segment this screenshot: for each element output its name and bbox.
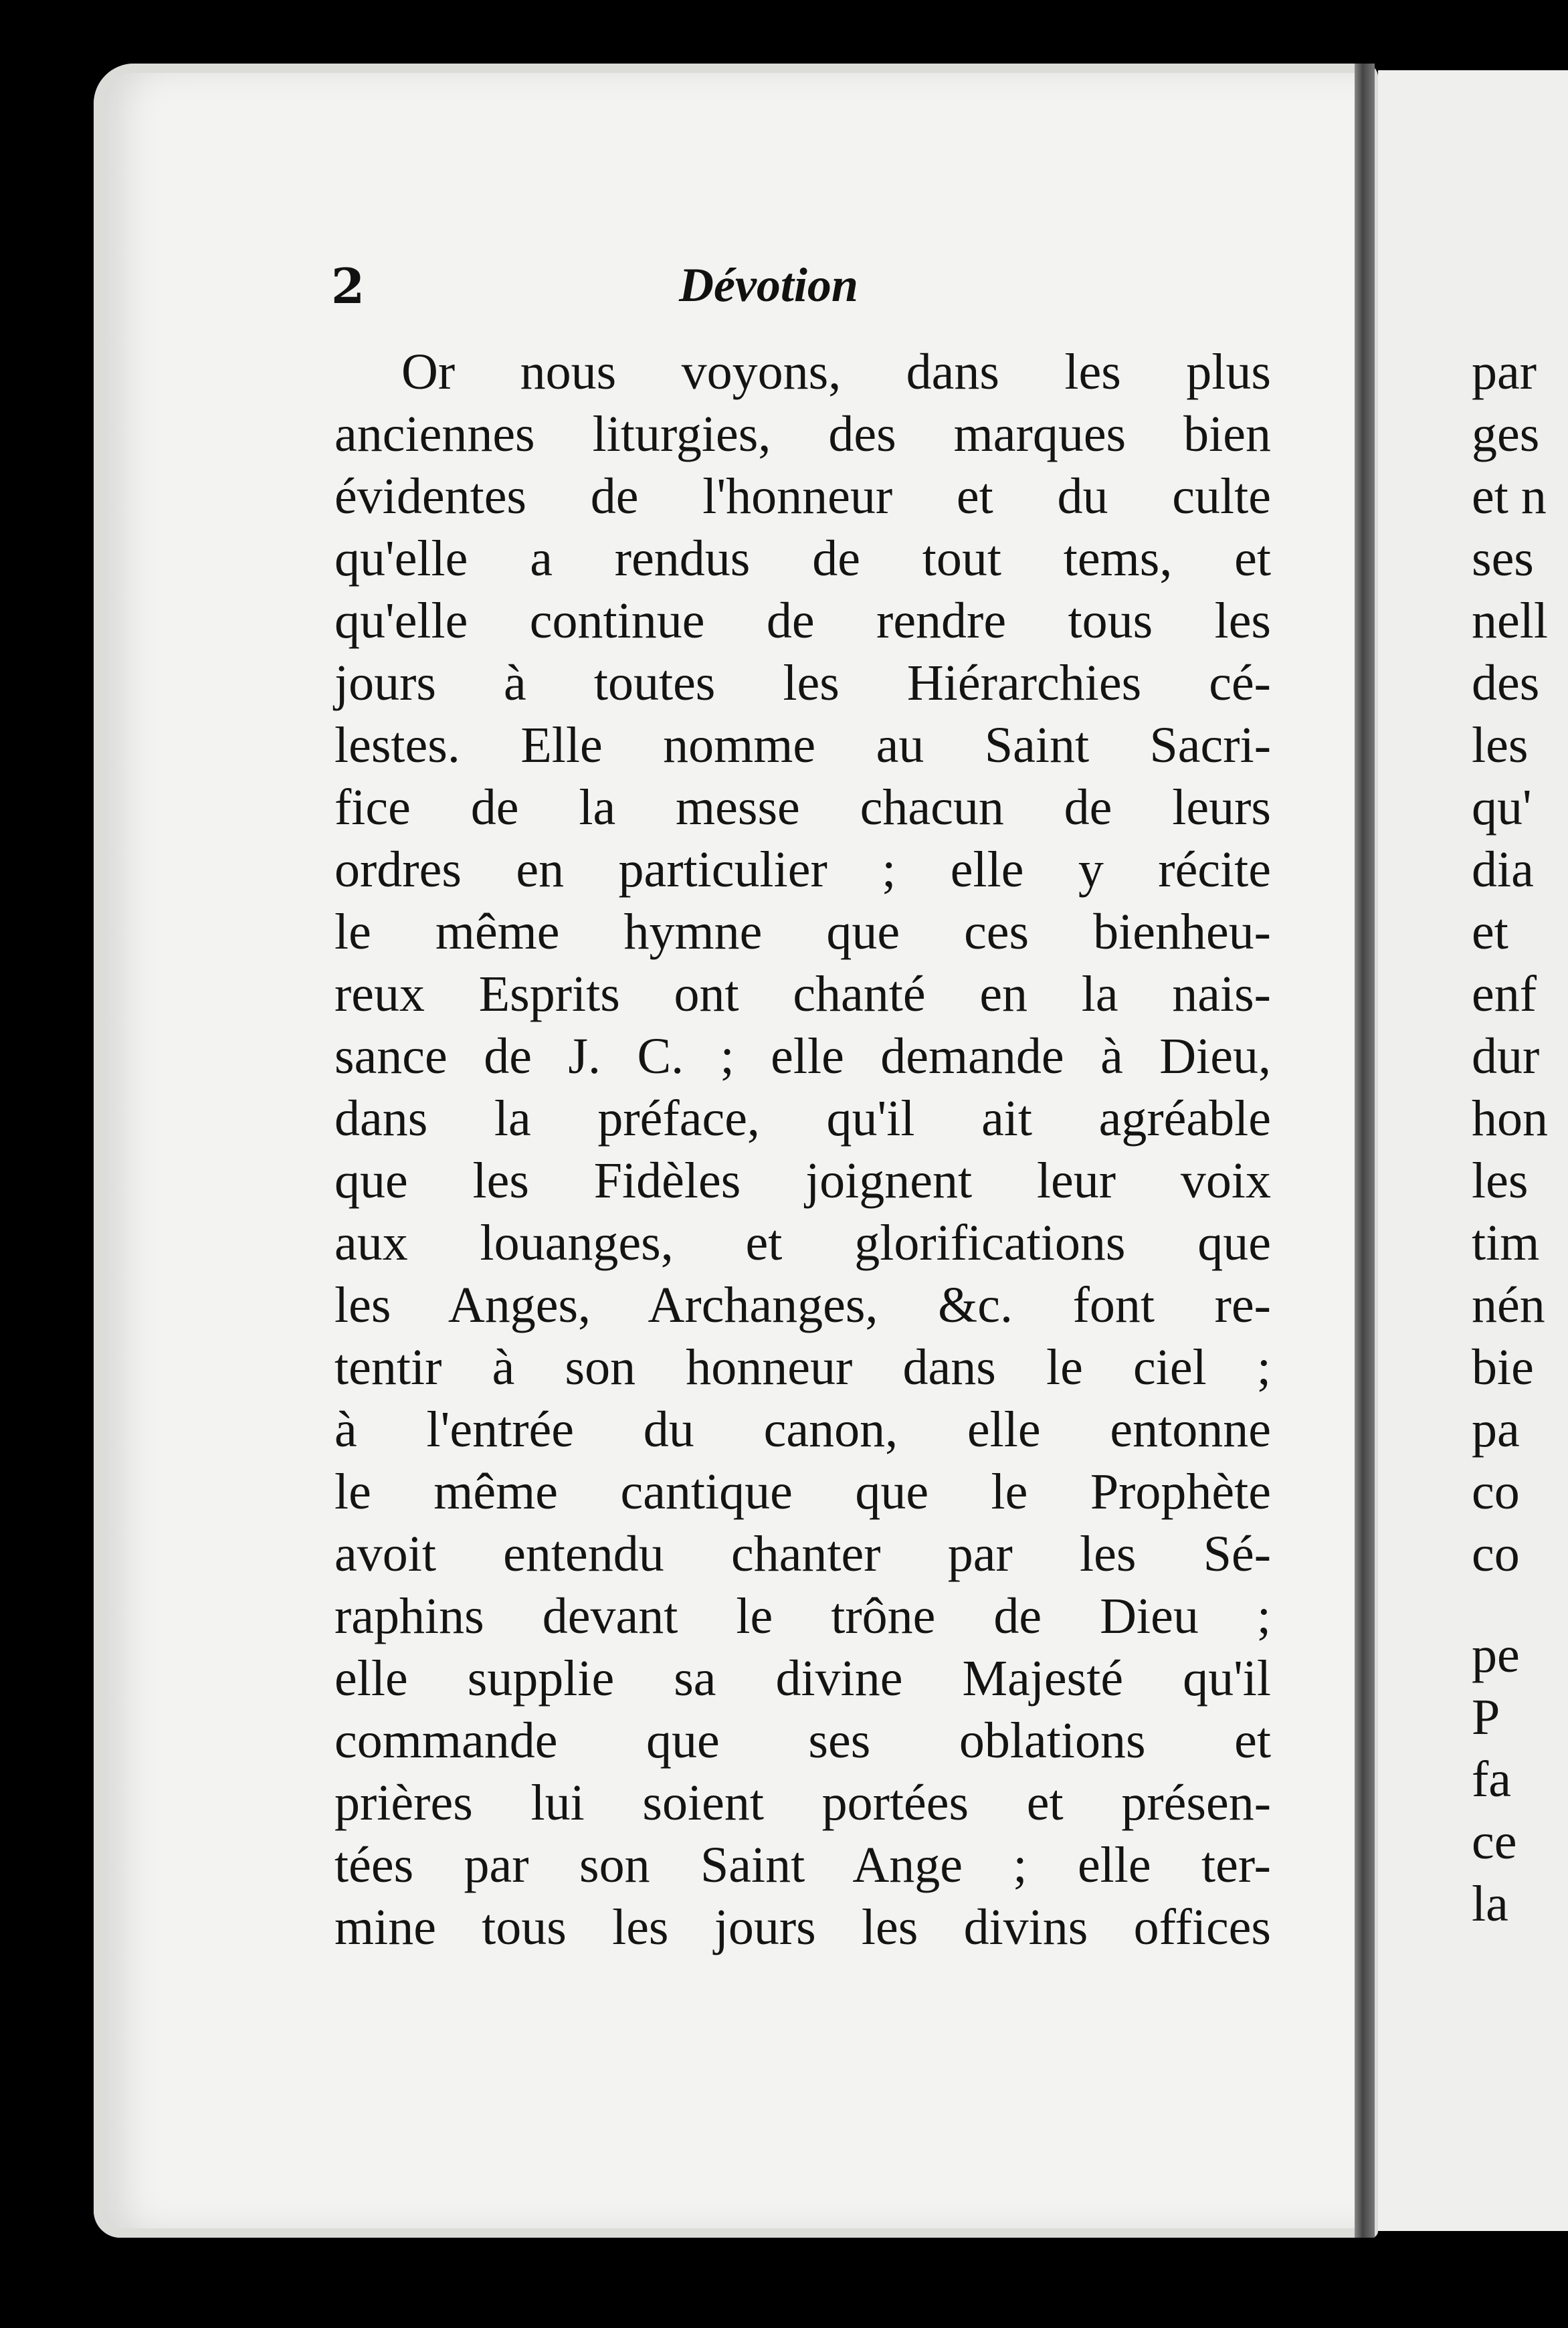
text-line: prières lui soient portées et présen- <box>334 1775 1271 1831</box>
text-line: mine tous les jours les divins offices <box>334 1899 1271 1955</box>
facing-line-fragment: par <box>1472 344 1537 400</box>
paragraph-gap <box>1472 1585 1568 1624</box>
text-line: évidentes de l'honneur et du culte <box>334 468 1271 524</box>
body-text <box>334 341 1271 1959</box>
facing-line-fragment: et <box>1472 904 1508 960</box>
facing-line-fragment: dia <box>1472 842 1534 898</box>
text-line: lestes. Elle nomme au Saint Sacri- <box>334 717 1271 773</box>
facing-line-fragment: dur <box>1472 1028 1540 1084</box>
facing-line-fragment: et n <box>1472 468 1547 524</box>
facing-line-fragment: bie <box>1472 1339 1534 1395</box>
facing-line-fragment: enf <box>1472 966 1537 1022</box>
text-line: dans la préface, qu'il ait agréable <box>334 1090 1271 1147</box>
facing-line-fragment: nén <box>1472 1277 1545 1333</box>
facing-line-fragment: tim <box>1472 1215 1540 1271</box>
facing-line-fragment: les <box>1472 717 1529 773</box>
text-line: sance de J. C. ; elle demande à Dieu, <box>334 1028 1271 1084</box>
text-line: reux Esprits ont chanté en la nais- <box>334 966 1271 1022</box>
text-line: commande que ses oblations et <box>334 1713 1271 1769</box>
text-line: raphins devant le trône de Dieu ; <box>334 1588 1271 1644</box>
facing-line-fragment: les <box>1472 1153 1529 1209</box>
facing-line-fragment: pa <box>1472 1401 1520 1458</box>
text-line: le même cantique que le Prophète <box>334 1464 1271 1520</box>
text-line: avoit entendu chanter par les Sé- <box>334 1526 1271 1582</box>
text-line: que les Fidèles joignent leur voix <box>334 1153 1271 1209</box>
facing-page-text <box>1472 341 1568 1935</box>
text-line: les Anges, Archanges, &c. font re- <box>334 1277 1271 1333</box>
text-line: qu'elle continue de rendre tous les <box>334 593 1271 649</box>
facing-line-fragment: des <box>1472 655 1540 711</box>
facing-line-fragment: hon <box>1472 1090 1548 1147</box>
facing-line-fragment: P <box>1472 1689 1500 1745</box>
facing-line-fragment: co <box>1472 1526 1520 1582</box>
page-number: 2 <box>331 258 365 314</box>
facing-line-fragment: ce <box>1472 1814 1517 1870</box>
facing-line-fragment: co <box>1472 1464 1520 1520</box>
facing-line-fragment: ges <box>1472 406 1540 462</box>
facing-line-fragment: fa <box>1472 1751 1512 1808</box>
text-line: le même hymne que ces bienheu- <box>334 904 1271 960</box>
text-line: Or nous voyons, dans les plus <box>401 344 1271 400</box>
text-line: ordres en particulier ; elle y récite <box>334 842 1271 898</box>
text-line: tées par son Saint Ange ; elle ter- <box>334 1837 1271 1893</box>
running-title: Dévotion <box>679 258 858 312</box>
text-line: aux louanges, et glorifications que <box>334 1215 1271 1271</box>
text-line: à l'entrée du canon, elle entonne <box>334 1401 1271 1458</box>
facing-line-fragment: qu' <box>1472 779 1532 836</box>
page-gutter <box>1355 64 1375 2238</box>
facing-line-fragment: pe <box>1472 1627 1520 1683</box>
text-line: fice de la messe chacun de leurs <box>334 779 1271 836</box>
text-line: tentir à son honneur dans le ciel ; <box>334 1339 1271 1395</box>
facing-line-fragment: nell <box>1472 593 1548 649</box>
text-line: qu'elle a rendus de tout tems, et <box>334 530 1271 587</box>
text-line: anciennes liturgies, des marques bien <box>334 406 1271 462</box>
facing-line-fragment: la <box>1472 1876 1508 1932</box>
text-line: elle supplie sa divine Majesté qu'il <box>334 1650 1271 1707</box>
running-head <box>331 258 1268 338</box>
text-line: jours à toutes les Hiérarchies cé- <box>334 655 1271 711</box>
facing-line-fragment: ses <box>1472 530 1534 587</box>
